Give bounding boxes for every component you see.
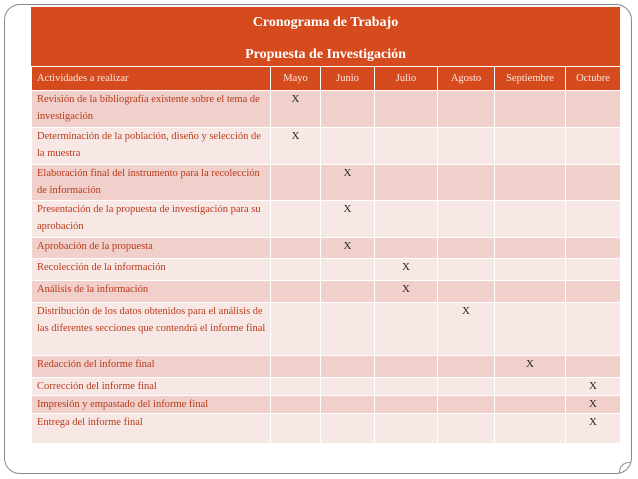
month-mark-cell xyxy=(375,165,438,201)
table-row xyxy=(32,303,621,356)
header-month: Mayo xyxy=(271,67,321,91)
month-mark-cell xyxy=(438,281,495,303)
month-mark-cell xyxy=(566,128,621,165)
month-mark-cell xyxy=(438,259,495,281)
month-mark-cell xyxy=(495,238,566,259)
schedule-table xyxy=(31,66,621,444)
header-month: Septiembre xyxy=(495,67,566,91)
month-mark-cell: X xyxy=(271,91,321,128)
month-mark-cell xyxy=(375,128,438,165)
activity-cell: Distribución de los datos obtenidos para el análisis de las diferentes secciones que contendrá el informe final xyxy=(32,303,271,356)
activity-cell: Impresión y empastado del informe final xyxy=(32,396,271,414)
month-mark-cell xyxy=(271,396,321,414)
table-row xyxy=(32,414,621,444)
month-mark-cell xyxy=(321,303,375,356)
header-month: Agosto xyxy=(438,67,495,91)
month-mark-cell: X xyxy=(321,238,375,259)
table-row xyxy=(32,396,621,414)
month-mark-cell xyxy=(271,414,321,444)
month-mark-cell xyxy=(438,378,495,396)
month-mark-cell: X xyxy=(566,414,621,444)
header-month: Junio xyxy=(321,67,375,91)
month-mark-cell xyxy=(495,303,566,356)
month-mark-cell xyxy=(438,396,495,414)
activity-cell: Determinación de la población, diseño y selección de la muestra xyxy=(32,128,271,165)
activity-cell: Recolección de la información xyxy=(32,259,271,281)
month-mark-cell: X xyxy=(271,128,321,165)
month-mark-cell: X xyxy=(566,396,621,414)
table-row xyxy=(32,259,621,281)
month-mark-cell xyxy=(566,91,621,128)
month-mark-cell xyxy=(321,128,375,165)
month-mark-cell xyxy=(438,128,495,165)
month-mark-cell xyxy=(271,356,321,378)
month-mark-cell xyxy=(495,396,566,414)
month-mark-cell xyxy=(271,259,321,281)
header-month: Julio xyxy=(375,67,438,91)
month-mark-cell xyxy=(438,91,495,128)
schedule-title: Cronograma de Trabajo xyxy=(252,15,399,30)
activity-cell: Redacción del informe final xyxy=(32,356,271,378)
month-mark-cell xyxy=(495,281,566,303)
month-mark-cell xyxy=(438,414,495,444)
month-mark-cell xyxy=(271,281,321,303)
header-month: Octubre xyxy=(566,67,621,91)
table-row xyxy=(32,91,621,128)
month-mark-cell xyxy=(495,414,566,444)
month-mark-cell xyxy=(566,281,621,303)
month-mark-cell: X xyxy=(321,165,375,201)
month-mark-cell xyxy=(495,128,566,165)
month-mark-cell xyxy=(271,378,321,396)
month-mark-cell xyxy=(321,414,375,444)
table-row xyxy=(32,378,621,396)
month-mark-cell xyxy=(375,378,438,396)
month-mark-cell: X xyxy=(321,201,375,238)
activity-cell: Revisión de la bibliografía existente sobre el tema de investigación xyxy=(32,91,271,128)
month-mark-cell xyxy=(271,238,321,259)
table-row xyxy=(32,128,621,165)
activity-cell: Presentación de la propuesta de investigación para su aprobación xyxy=(32,201,271,238)
table-header-row xyxy=(32,67,621,91)
activity-cell: Corrección del informe final xyxy=(32,378,271,396)
month-mark-cell xyxy=(495,259,566,281)
activity-cell: Aprobación de la propuesta xyxy=(32,238,271,259)
month-mark-cell xyxy=(566,238,621,259)
month-mark-cell xyxy=(495,165,566,201)
month-mark-cell xyxy=(438,356,495,378)
month-mark-cell xyxy=(321,91,375,128)
month-mark-cell xyxy=(375,303,438,356)
month-mark-cell xyxy=(375,91,438,128)
month-mark-cell xyxy=(375,201,438,238)
table-row xyxy=(32,201,621,238)
month-mark-cell: X xyxy=(438,303,495,356)
table-row xyxy=(32,356,621,378)
activity-cell: Entrega del informe final xyxy=(32,414,271,444)
month-mark-cell xyxy=(438,238,495,259)
table-row xyxy=(32,238,621,259)
month-mark-cell xyxy=(375,396,438,414)
month-mark-cell xyxy=(271,201,321,238)
month-mark-cell: X xyxy=(375,259,438,281)
month-mark-cell xyxy=(321,396,375,414)
month-mark-cell xyxy=(495,91,566,128)
month-mark-cell xyxy=(566,303,621,356)
month-mark-cell: X xyxy=(495,356,566,378)
month-mark-cell xyxy=(271,165,321,201)
month-mark-cell xyxy=(566,259,621,281)
activity-cell: Análisis de la información xyxy=(32,281,271,303)
table-row xyxy=(32,165,621,201)
month-mark-cell: X xyxy=(375,281,438,303)
month-mark-cell xyxy=(566,165,621,201)
month-mark-cell xyxy=(375,238,438,259)
month-mark-cell xyxy=(321,281,375,303)
header-activities: Actividades a realizar xyxy=(32,67,271,91)
month-mark-cell xyxy=(375,414,438,444)
month-mark-cell xyxy=(321,378,375,396)
month-mark-cell xyxy=(271,303,321,356)
table-row xyxy=(32,281,621,303)
month-mark-cell xyxy=(321,356,375,378)
month-mark-cell: X xyxy=(566,378,621,396)
month-mark-cell xyxy=(375,356,438,378)
title-banner xyxy=(31,7,620,66)
month-mark-cell xyxy=(566,356,621,378)
activity-cell: Elaboración final del instrumento para la recolección de información xyxy=(32,165,271,201)
month-mark-cell xyxy=(438,165,495,201)
month-mark-cell xyxy=(438,201,495,238)
month-mark-cell xyxy=(321,259,375,281)
month-mark-cell xyxy=(495,378,566,396)
month-mark-cell xyxy=(566,201,621,238)
proposal-subtitle: Propuesta de Investigación xyxy=(245,47,406,62)
month-mark-cell xyxy=(495,201,566,238)
